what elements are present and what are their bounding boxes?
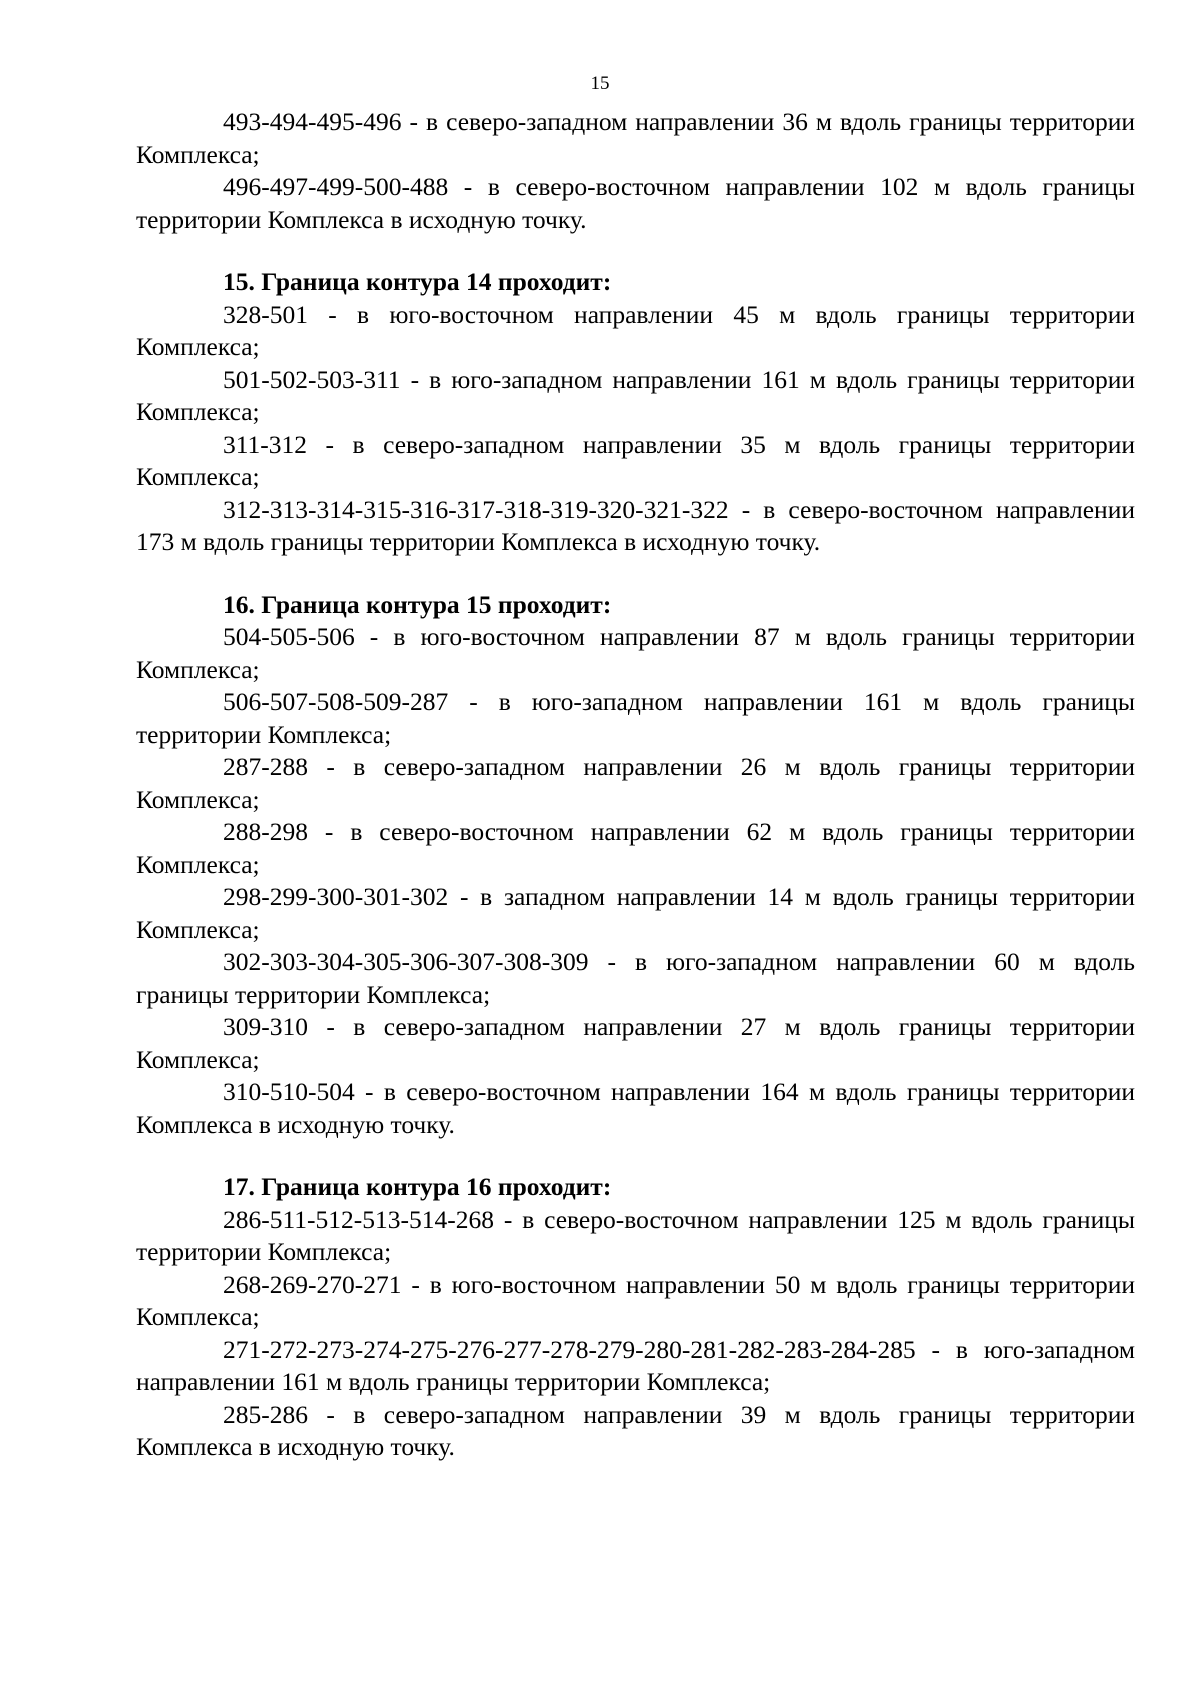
boundary-segment: 493-494-495-496 - в северо-западном направлении 36 м вдоль границы территории Комплекса; — [136, 107, 1135, 169]
boundary-segment: 302-303-304-305-306-307-308-309 - в юго-западном направлении 60 м вдоль границы территории Комплекса; — [136, 947, 1135, 1009]
section-contour-16 — [136, 1171, 1135, 1464]
section-heading: 16. Граница контура 15 проходит: — [223, 589, 612, 619]
boundary-segment: 311-312 - в северо-западном направлении 35 м вдоль границы территории Комплекса; — [136, 429, 1135, 491]
boundary-segment: 286-511-512-513-514-268 - в северо-восточном направлении 125 м вдоль границы территории Комплекса; — [136, 1204, 1135, 1266]
boundary-segment: 271-272-273-274-275-276-277-278-279-280-281-282-283-284-285 - в юго-западном направлении 161 м вдоль границы территории Комплекса; — [136, 1334, 1135, 1396]
boundary-segment: 268-269-270-271 - в юго-восточном направлении 50 м вдоль границы территории Комплекса; — [136, 1269, 1135, 1331]
boundary-segment: 312-313-314-315-316-317-318-319-320-321-322 - в северо-восточном направлении 173 м вдоль границы территории Комплекса в исходную точку. — [136, 494, 1135, 556]
boundary-segment: 504-505-506 - в юго-восточном направлении 87 м вдоль границы территории Комплекса; — [136, 622, 1135, 684]
page-number: 15 — [590, 73, 610, 94]
boundary-segment: 310-510-504 - в северо-восточном направлении 164 м вдоль границы территории Комплекса в исходную точку. — [136, 1077, 1135, 1139]
boundary-segment: 506-507-508-509-287 - в юго-западном направлении 161 м вдоль границы территории Комплекса; — [136, 687, 1135, 749]
section-heading: 15. Граница контура 14 проходит: — [223, 267, 612, 296]
boundary-segment: 496-497-499-500-488 - в северо-восточном направлении 102 м вдоль границы территории Комплекса в исходную точку. — [136, 172, 1135, 234]
boundary-segment: 328-501 - в юго-восточном направлении 45 м вдоль границы территории Комплекса; — [136, 299, 1135, 361]
document-body — [136, 106, 1135, 1464]
boundary-segment: 309-310 - в северо-западном направлении 27 м вдоль границы территории Комплекса; — [136, 1012, 1135, 1074]
section-contour-14 — [136, 266, 1135, 559]
boundary-segment: 288-298 - в северо-восточном направлении 62 м вдоль границы территории Комплекса; — [136, 817, 1135, 879]
boundary-segment: 298-299-300-301-302 - в западном направлении 14 м вдоль границы территории Комплекса; — [136, 882, 1135, 944]
section-contour-15 — [136, 589, 1135, 1142]
section-heading: 17. Граница контура 16 проходит: — [223, 1172, 612, 1201]
boundary-segment: 285-286 - в северо-западном направлении 39 м вдоль границы территории Комплекса в исходную точку. — [136, 1399, 1135, 1461]
boundary-segment: 287-288 - в северо-западном направлении 26 м вдоль границы территории Комплекса; — [136, 752, 1135, 814]
boundary-segment: 501-502-503-311 - в юго-западном направлении 161 м вдоль границы территории Комплекса; — [136, 364, 1135, 426]
section-contour-continuation — [136, 106, 1135, 236]
